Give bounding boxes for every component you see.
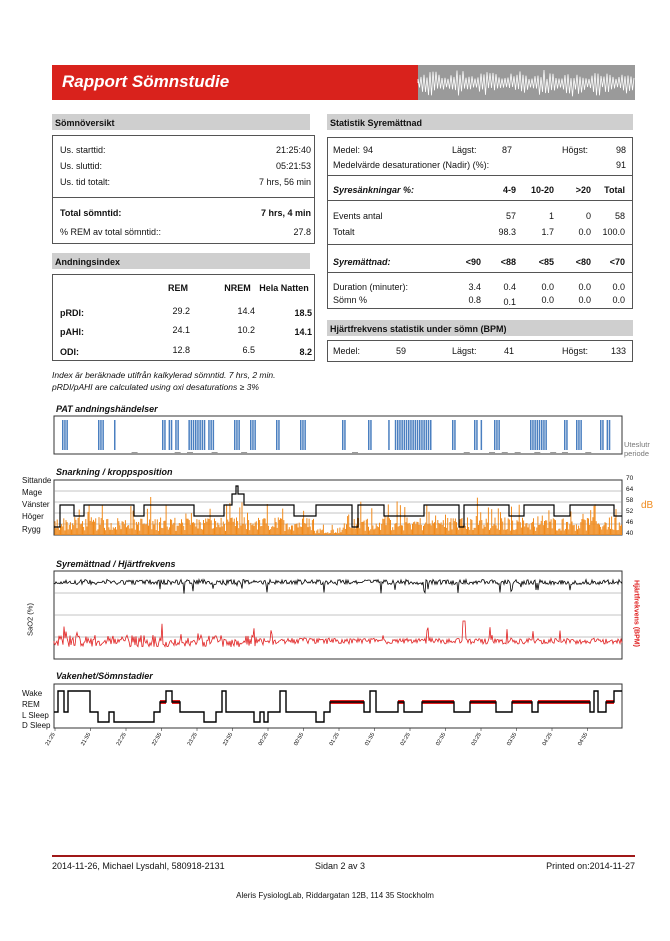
excluded-period-mark bbox=[132, 452, 138, 455]
pat-event-bar bbox=[234, 420, 236, 450]
pat-event-bar bbox=[169, 420, 171, 450]
hr-medel: 59 bbox=[395, 346, 406, 356]
pat-event-bar bbox=[607, 420, 609, 450]
desat-cell: 98.3 bbox=[498, 227, 516, 237]
position-label: Höger bbox=[22, 512, 44, 521]
overview-value: 05:21:53 bbox=[275, 161, 311, 171]
sat-cell: 0.0 bbox=[612, 282, 625, 292]
footer-address: Aleris FysiologLab, Riddargatan 12B, 114 35 Stockholm bbox=[236, 891, 434, 900]
pat-event-bar bbox=[408, 420, 410, 450]
pat-event-bar bbox=[254, 420, 256, 450]
hr-lagst-label: Lägst: bbox=[452, 346, 477, 356]
pat-event-bar bbox=[252, 420, 254, 450]
desat-row-label: Events antal bbox=[333, 211, 383, 221]
spo2hr-title: Syremättnad / Hjärtfrekvens bbox=[56, 559, 176, 569]
time-tick-label: 21:25 bbox=[44, 732, 57, 747]
footer-rule bbox=[52, 855, 635, 857]
sat-row-label: Duration (minuter): bbox=[333, 282, 409, 292]
pat-event-bar bbox=[406, 420, 408, 450]
pat-event-bar bbox=[238, 420, 240, 450]
snore-frame bbox=[54, 480, 622, 535]
overview-label: Us. sluttid: bbox=[60, 161, 103, 171]
divider bbox=[327, 175, 633, 176]
breathing-all: 8.2 bbox=[299, 347, 312, 357]
stage-label: D Sleep bbox=[22, 721, 51, 730]
pat-event-bar bbox=[481, 420, 483, 450]
pat-event-bar bbox=[188, 420, 190, 450]
nadir-label: Medelvärde desaturationer (Nadir) (%): bbox=[333, 160, 490, 170]
breathing-rem: 12.8 bbox=[172, 345, 190, 355]
pat-event-bar bbox=[204, 420, 206, 450]
time-tick-label: 21:55 bbox=[80, 732, 93, 747]
pat-side-label: Uteslutr periode bbox=[624, 440, 650, 458]
desat-cell: 57 bbox=[505, 211, 516, 221]
excluded-period-mark bbox=[241, 452, 247, 455]
hr-stats-heading: Hjärtfrekvens statistik under sömn (BPM) bbox=[327, 320, 633, 336]
pat-event-bar bbox=[98, 420, 100, 450]
breathing-nrem: 10.2 bbox=[237, 325, 255, 335]
report-title: Rapport Sömnstudie bbox=[62, 72, 230, 91]
breathing-all: 14.1 bbox=[294, 327, 312, 337]
overview-heading: Sömnöversikt bbox=[52, 114, 310, 130]
divider bbox=[327, 244, 633, 245]
spo2-stats-heading: Statistik Syremättnad bbox=[327, 114, 633, 130]
excluded-period-mark bbox=[585, 452, 591, 455]
pat-event-bar bbox=[423, 420, 425, 450]
overview-value: 21:25:40 bbox=[275, 145, 311, 155]
sat-col: <90 bbox=[465, 257, 481, 267]
note-line-2: pRDI/pAHI are calculated using oxi desaturations ≥ 3% bbox=[52, 382, 259, 392]
rem-percent-label: % REM av total sömntid:: bbox=[60, 227, 162, 237]
sat-col: <88 bbox=[500, 257, 516, 267]
pat-event-bar bbox=[452, 420, 454, 450]
desat-cell: 58 bbox=[614, 211, 625, 221]
pat-event-bar bbox=[496, 420, 498, 450]
pat-event-bar bbox=[164, 420, 166, 450]
breathing-all: 18.5 bbox=[294, 308, 312, 318]
time-tick-label: 01:55 bbox=[364, 732, 377, 747]
position-label: Sittande bbox=[22, 476, 52, 485]
total-sleep-value: 7 hrs, 4 min bbox=[260, 208, 311, 218]
db-tick: 46 bbox=[626, 519, 634, 526]
pat-event-bar bbox=[566, 420, 568, 450]
pat-event-bar bbox=[195, 420, 197, 450]
pat-event-bar bbox=[370, 420, 372, 450]
snore-title: Snarkning / kroppsposition bbox=[56, 467, 173, 477]
pat-event-bar bbox=[171, 420, 173, 450]
pat-event-bar bbox=[276, 420, 278, 450]
stage-label: L Sleep bbox=[22, 711, 49, 720]
pat-event-bar bbox=[534, 420, 536, 450]
pat-event-bar bbox=[193, 420, 195, 450]
spo2-axis-label: SaO2 (%) bbox=[25, 603, 35, 636]
pat-event-bar bbox=[250, 420, 252, 450]
excluded-period-mark bbox=[187, 452, 193, 455]
pat-event-bar bbox=[342, 420, 344, 450]
excluded-period-mark bbox=[464, 452, 470, 455]
pat-event-bar bbox=[388, 420, 390, 450]
pat-events-chart bbox=[54, 416, 622, 458]
pat-event-bar bbox=[177, 420, 179, 450]
breathing-nrem: 6.5 bbox=[242, 345, 255, 355]
time-tick-label: 02:25 bbox=[399, 732, 412, 747]
spo2-lagst-label: Lägst: bbox=[452, 145, 477, 155]
excluded-period-mark bbox=[175, 452, 181, 455]
rem-percent-value: 27.8 bbox=[293, 227, 311, 237]
col-header-rem: REM bbox=[168, 283, 188, 293]
desat-cell: 100.0 bbox=[602, 227, 625, 237]
overview-label: Us. starttid: bbox=[60, 145, 106, 155]
time-tick-label: 03:55 bbox=[506, 732, 519, 747]
excluded-period-mark bbox=[212, 452, 218, 455]
time-tick-label: 04:55 bbox=[577, 732, 590, 747]
desat-col: 10-20 bbox=[530, 185, 554, 195]
pat-event-bar bbox=[537, 420, 539, 450]
spo2-medel: 94 bbox=[362, 145, 373, 155]
pat-event-bar bbox=[494, 420, 496, 450]
db-tick: 40 bbox=[626, 530, 634, 537]
pat-event-bar bbox=[202, 420, 204, 450]
pat-event-bar bbox=[100, 420, 102, 450]
time-tick-label: 03:25 bbox=[470, 732, 483, 747]
footer-printed: Printed on:2014-11-27 bbox=[546, 861, 635, 871]
spo2-hogst: 98 bbox=[615, 145, 626, 155]
db-tick: 64 bbox=[626, 486, 634, 493]
position-label: Vänster bbox=[22, 500, 50, 509]
pat-event-bar bbox=[62, 420, 64, 450]
pat-event-bar bbox=[576, 420, 578, 450]
pat-event-bar bbox=[428, 420, 430, 450]
divider bbox=[327, 200, 633, 201]
pat-event-bar bbox=[476, 420, 478, 450]
breathing-row-label: pAHI: bbox=[60, 327, 84, 337]
time-tick-label: 00:25 bbox=[257, 732, 270, 747]
pat-event-bar bbox=[397, 420, 399, 450]
hr-medel-label: Medel: bbox=[333, 346, 361, 356]
desat-col: 4-9 bbox=[502, 185, 516, 195]
pat-event-bar bbox=[114, 420, 116, 450]
stage-label: REM bbox=[22, 700, 40, 709]
sat-cell: 0.8 bbox=[468, 295, 481, 305]
spo2-medel-label: Medel: bbox=[333, 145, 361, 155]
time-tick-label: 22:25 bbox=[115, 732, 128, 747]
hr-lagst: 41 bbox=[503, 346, 514, 356]
db-tick: 70 bbox=[626, 475, 634, 482]
pat-event-bar bbox=[208, 420, 210, 450]
pat-event-bar bbox=[175, 420, 177, 450]
pat-event-bar bbox=[300, 420, 302, 450]
breathing-heading: Andningsindex bbox=[52, 253, 310, 269]
pat-event-bar bbox=[578, 420, 580, 450]
sat-cell: 0.0 bbox=[541, 282, 554, 292]
pat-title: PAT andningshändelser bbox=[56, 404, 158, 414]
pat-event-bar bbox=[412, 420, 414, 450]
overview-value: 7 hrs, 56 min bbox=[258, 177, 311, 187]
pat-event-bar bbox=[410, 420, 412, 450]
excluded-period-mark bbox=[489, 452, 495, 455]
pat-event-bar bbox=[474, 420, 476, 450]
sat-cell: 0.0 bbox=[578, 295, 591, 305]
pat-event-bar bbox=[545, 420, 547, 450]
divider bbox=[52, 197, 315, 198]
snore-position-chart bbox=[54, 480, 622, 535]
sat-col: <80 bbox=[575, 257, 591, 267]
db-tick: 58 bbox=[626, 497, 634, 504]
pat-event-bar bbox=[197, 420, 199, 450]
sat-cell: 0.1 bbox=[503, 297, 516, 307]
pat-event-bar bbox=[302, 420, 304, 450]
excluded-period-mark bbox=[550, 452, 556, 455]
pat-event-bar bbox=[404, 420, 406, 450]
sat-cell: 0.4 bbox=[503, 282, 516, 292]
time-tick-label: 02:55 bbox=[435, 732, 448, 747]
time-tick-label: 04:25 bbox=[541, 732, 554, 747]
spo2-lagst: 87 bbox=[501, 145, 512, 155]
note-line-1: Index är beräknade utifrån kalkylerad sömntid. 7 hrs, 2 min. bbox=[52, 370, 276, 380]
pat-event-bar bbox=[609, 420, 611, 450]
pat-event-bar bbox=[278, 420, 280, 450]
pat-event-bar bbox=[395, 420, 397, 450]
sat-col: <85 bbox=[538, 257, 554, 267]
pat-event-bar bbox=[543, 420, 545, 450]
breathing-nrem: 14.4 bbox=[237, 306, 255, 316]
pat-event-bar bbox=[162, 420, 164, 450]
hr-axis-label: Hjärtfrekvens (BPM) bbox=[632, 580, 640, 647]
header-waveform-graphic bbox=[418, 65, 635, 100]
stages-title: Vakenhet/Sömnstadier bbox=[56, 671, 153, 681]
pat-event-bar bbox=[454, 420, 456, 450]
time-tick-label: 23:55 bbox=[222, 732, 235, 747]
overview-label: Us. tid totalt: bbox=[60, 177, 111, 187]
sat-heading: Syremättnad: bbox=[333, 257, 391, 267]
hr-hogst: 133 bbox=[610, 346, 626, 356]
sleep-stages-chart bbox=[44, 684, 622, 764]
breathing-rem: 29.2 bbox=[172, 306, 190, 316]
desat-heading: Syresänkningar %: bbox=[333, 185, 415, 195]
pat-event-bar bbox=[498, 420, 500, 450]
footer-page: Sidan 2 av 3 bbox=[315, 861, 366, 871]
col-header-all: Hela Natten bbox=[259, 283, 309, 293]
db-unit: dB bbox=[641, 500, 654, 511]
time-tick-label: 00:55 bbox=[293, 732, 306, 747]
pat-event-bar bbox=[401, 420, 403, 450]
breathing-row-label: ODI: bbox=[60, 347, 79, 357]
pat-event-bar bbox=[210, 420, 212, 450]
pat-event-bar bbox=[415, 420, 417, 450]
time-tick-label: 22:55 bbox=[151, 732, 164, 747]
position-label: Rygg bbox=[22, 525, 41, 534]
divider bbox=[327, 272, 633, 273]
excluded-period-mark bbox=[515, 452, 521, 455]
excluded-period-mark bbox=[352, 452, 358, 455]
pat-event-bar bbox=[600, 420, 602, 450]
pat-event-bar bbox=[368, 420, 370, 450]
pat-event-bar bbox=[541, 420, 543, 450]
excluded-period-mark bbox=[562, 452, 568, 455]
pat-event-bar bbox=[64, 420, 66, 450]
desat-cell: 1 bbox=[548, 211, 554, 221]
desat-cell: 0.0 bbox=[578, 227, 591, 237]
excluded-period-mark bbox=[534, 452, 540, 455]
breathing-rem: 24.1 bbox=[172, 325, 190, 335]
pat-event-bar bbox=[102, 420, 104, 450]
pat-event-bar bbox=[419, 420, 421, 450]
nadir-value: 91 bbox=[615, 160, 626, 170]
spo2-hogst-label: Högst: bbox=[562, 145, 589, 155]
position-label: Mage bbox=[22, 488, 43, 497]
time-tick-label: 23:25 bbox=[186, 732, 199, 747]
pat-event-bar bbox=[344, 420, 346, 450]
pat-event-bar bbox=[539, 420, 541, 450]
pat-event-bar bbox=[417, 420, 419, 450]
sat-cell: 3.4 bbox=[468, 282, 481, 292]
db-tick: 52 bbox=[626, 508, 634, 515]
desat-col: >20 bbox=[575, 185, 591, 195]
pat-event-bar bbox=[199, 420, 201, 450]
breathing-row-label: pRDI: bbox=[60, 308, 84, 318]
col-header-nrem: NREM bbox=[224, 283, 251, 293]
pat-event-bar bbox=[421, 420, 423, 450]
desat-cell: 1.7 bbox=[541, 227, 554, 237]
sat-row-label: Sömn % bbox=[333, 295, 368, 305]
excluded-period-mark bbox=[502, 452, 508, 455]
report-header bbox=[52, 65, 635, 100]
sat-cell: 0.0 bbox=[612, 295, 625, 305]
pat-event-bar bbox=[532, 420, 534, 450]
pat-event-bar bbox=[530, 420, 532, 450]
pat-event-bar bbox=[430, 420, 432, 450]
footer-patient: 2014-11-26, Michael Lysdahl, 580918-2131 bbox=[52, 861, 225, 871]
sat-col: <70 bbox=[609, 257, 625, 267]
total-sleep-label: Total sömntid: bbox=[60, 208, 122, 218]
desat-row-label: Totalt bbox=[333, 227, 355, 237]
time-tick-label: 01:25 bbox=[328, 732, 341, 747]
hr-hogst-label: Högst: bbox=[562, 346, 589, 356]
pat-event-bar bbox=[602, 420, 604, 450]
spo2-hr-chart bbox=[54, 571, 622, 661]
stage-label: Wake bbox=[22, 689, 43, 698]
pat-event-bar bbox=[236, 420, 238, 450]
desat-col: Total bbox=[604, 185, 625, 195]
pat-event-bar bbox=[191, 420, 193, 450]
sat-cell: 0.0 bbox=[541, 295, 554, 305]
pat-event-bar bbox=[304, 420, 306, 450]
pat-event-bar bbox=[66, 420, 68, 450]
pat-event-bar bbox=[580, 420, 582, 450]
sat-cell: 0.0 bbox=[578, 282, 591, 292]
pat-event-bar bbox=[564, 420, 566, 450]
pat-event-bar bbox=[426, 420, 428, 450]
pat-event-bar bbox=[399, 420, 401, 450]
desat-cell: 0 bbox=[585, 211, 591, 221]
pat-event-bar bbox=[213, 420, 215, 450]
